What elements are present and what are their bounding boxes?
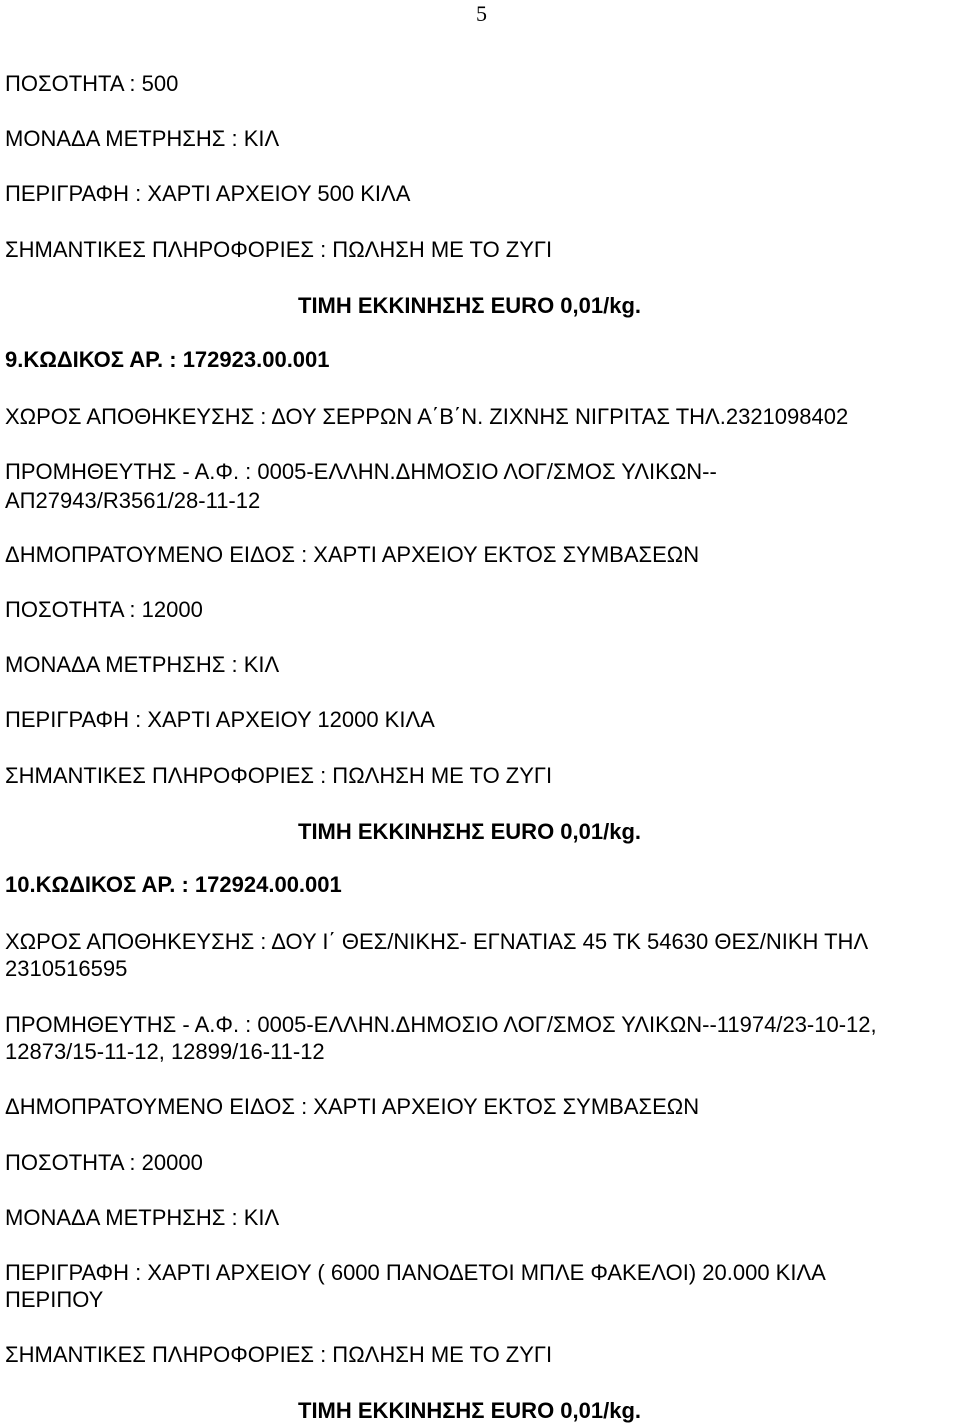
auctioned-item-line: ΔΗΜΟΠΡΑΤΟΥΜΕΝΟ ΕΙΔΟΣ : ΧΑΡΤΙ ΑΡΧΕΙΟΥ ΕΚΤΟΣ ΣΥΜΒΑΣΕΩΝ: [5, 1094, 700, 1119]
important-info-line: ΣΗΜΑΝΤΙΚΕΣ ΠΛΗΡΟΦΟΡΙΕΣ : ΠΩΛΗΣΗ ΜΕ ΤΟ ΖΥΓΙ: [5, 763, 553, 788]
item-code-heading: 9.ΚΩΔΙΚΟΣ ΑΡ. : 172923.00.001: [5, 347, 330, 372]
unit-line: ΜΟΝΑΔΑ ΜΕΤΡΗΣΗΣ : ΚΙΛ: [5, 652, 280, 677]
storage-location-line: ΧΩΡΟΣ ΑΠΟΘΗΚΕΥΣΗΣ : ΔΟΥ Ι΄ ΘΕΣ/ΝΙΚΗΣ- ΕΓΝΑΤΙΑΣ 45 ΤΚ 54630 ΘΕΣ/ΝΙΚΗ ΤΗΛ: [5, 929, 869, 954]
description-line: ΠΕΡΙΓΡΑΦΗ : ΧΑΡΤΙ ΑΡΧΕΙΟΥ ( 6000 ΠΑΝΟΔΕΤΟΙ ΜΠΛΕ ΦΑΚΕΛΟΙ) 20.000 ΚΙΛΑ: [5, 1260, 826, 1285]
unit-line: ΜΟΝΑΔΑ ΜΕΤΡΗΣΗΣ : ΚΙΛ: [5, 126, 280, 151]
storage-location-line: ΧΩΡΟΣ ΑΠΟΘΗΚΕΥΣΗΣ : ΔΟΥ ΣΕΡΡΩΝ Α΄Β΄Ν. ΖΙΧΝΗΣ ΝΙΓΡΙΤΑΣ ΤΗΛ.2321098402: [5, 404, 849, 429]
quantity-line: ΠΟΣΟΤΗΤΑ : 12000: [5, 597, 203, 622]
starting-price-line: ΤΙΜΗ ΕΚΚΙΝΗΣΗΣ EURO 0,01/kg.: [298, 293, 642, 318]
unit-line: ΜΟΝΑΔΑ ΜΕΤΡΗΣΗΣ : ΚΙΛ: [5, 1205, 280, 1230]
supplier-line: ΠΡΟΜΗΘΕΥΤΗΣ - Α.Φ. : 0005-ΕΛΛΗΝ.ΔΗΜΟΣΙΟ ΛΟΓ/ΣΜΟΣ ΥΛΙΚΩΝ--: [5, 459, 717, 484]
item-code-heading: 10.ΚΩΔΙΚΟΣ ΑΡ. : 172924.00.001: [5, 872, 342, 897]
supplier-line: ΠΡΟΜΗΘΕΥΤΗΣ - Α.Φ. : 0005-ΕΛΛΗΝ.ΔΗΜΟΣΙΟ ΛΟΓ/ΣΜΟΣ ΥΛΙΚΩΝ--11974/23-10-12,: [5, 1012, 877, 1037]
starting-price-line: ΤΙΜΗ ΕΚΚΙΝΗΣΗΣ EURO 0,01/kg.: [298, 819, 642, 844]
starting-price-line: ΤΙΜΗ ΕΚΚΙΝΗΣΗΣ EURO 0,01/kg.: [298, 1398, 642, 1423]
description-line-continued: ΠΕΡΙΠΟΥ: [5, 1287, 104, 1312]
quantity-line: ΠΟΣΟΤΗΤΑ : 20000: [5, 1150, 203, 1175]
description-line: ΠΕΡΙΓΡΑΦΗ : ΧΑΡΤΙ ΑΡΧΕΙΟΥ 12000 ΚΙΛΑ: [5, 707, 435, 732]
supplier-line-continued: ΑΠ27943/R3561/28-11-12: [5, 488, 261, 513]
quantity-line: ΠΟΣΟΤΗΤΑ : 500: [5, 71, 179, 96]
important-info-line: ΣΗΜΑΝΤΙΚΕΣ ΠΛΗΡΟΦΟΡΙΕΣ : ΠΩΛΗΣΗ ΜΕ ΤΟ ΖΥΓΙ: [5, 1342, 553, 1367]
important-info-line: ΣΗΜΑΝΤΙΚΕΣ ΠΛΗΡΟΦΟΡΙΕΣ : ΠΩΛΗΣΗ ΜΕ ΤΟ ΖΥΓΙ: [5, 237, 553, 262]
auctioned-item-line: ΔΗΜΟΠΡΑΤΟΥΜΕΝΟ ΕΙΔΟΣ : ΧΑΡΤΙ ΑΡΧΕΙΟΥ ΕΚΤΟΣ ΣΥΜΒΑΣΕΩΝ: [5, 542, 700, 567]
supplier-line-continued: 12873/15-11-12, 12899/16-11-12: [5, 1039, 325, 1064]
storage-location-line-continued: 2310516595: [5, 956, 128, 981]
description-line: ΠΕΡΙΓΡΑΦΗ : ΧΑΡΤΙ ΑΡΧΕΙΟΥ 500 ΚΙΛΑ: [5, 181, 411, 206]
page-number: 5: [476, 1, 487, 26]
